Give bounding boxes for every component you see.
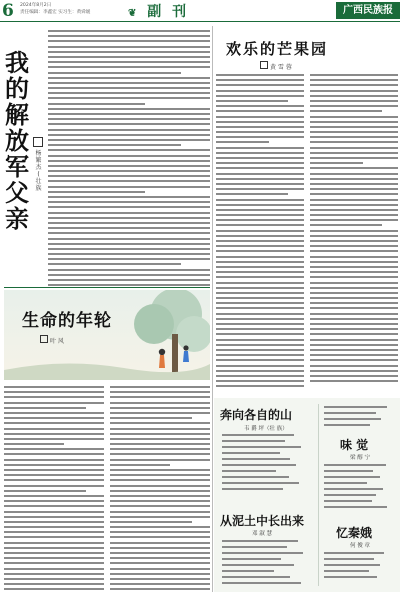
- title-char: 父: [5, 178, 29, 207]
- author-char: 族: [35, 185, 42, 192]
- poem-lines: [324, 464, 394, 508]
- section-title-text: 副 刊: [147, 4, 190, 20]
- army-article-body: [48, 30, 210, 286]
- author-mark: [260, 61, 268, 69]
- author-char: 繁: [35, 157, 42, 164]
- army-article-author: [34, 150, 43, 192]
- body-text-lines: [48, 30, 210, 286]
- author-char: 杨: [35, 150, 42, 157]
- poem-title: 奔向各自的山: [220, 408, 293, 422]
- paper-name: 广西民族报: [336, 2, 400, 19]
- body-column: [310, 74, 398, 387]
- title-char: 解: [5, 100, 29, 129]
- wheel-article-author: 叶 风: [50, 338, 64, 345]
- page-number: 6: [2, 1, 14, 21]
- issue-date: 2024年8月2日: [20, 3, 52, 8]
- author-mark: [40, 335, 48, 343]
- section-divider: [4, 287, 210, 288]
- poem-lines: [222, 540, 312, 584]
- title-char: 军: [5, 152, 29, 181]
- issue-info: [20, 2, 90, 16]
- poem-title: 味 觉: [340, 438, 369, 452]
- section-ornament: ❦: [128, 8, 140, 19]
- title-char: 亲: [5, 204, 29, 233]
- title-char: 的: [5, 74, 29, 103]
- issue-editors: 责任编辑：李鑫宏 实习生：黄舜媛: [20, 10, 91, 15]
- author-mark: [33, 137, 43, 147]
- poem-lines: [324, 406, 394, 426]
- mango-article-author: 黄 雪 蓉: [270, 64, 292, 71]
- poetry-section: [214, 398, 400, 592]
- mango-article-body: [216, 74, 398, 392]
- tree-illustration: [4, 290, 210, 380]
- author-char: 壮: [35, 178, 42, 185]
- poem-author: 梁 醇 宁: [350, 455, 370, 461]
- body-column: [4, 386, 104, 590]
- wheel-article-title: 生命的年轮: [22, 311, 112, 331]
- column-divider: [212, 26, 213, 592]
- poem-lines: [324, 552, 394, 578]
- poem-lines: [222, 434, 312, 490]
- title-char: 放: [5, 126, 29, 155]
- author-char: (: [37, 171, 40, 178]
- poem-title: 从泥土中长出来: [220, 514, 305, 528]
- poem-title: 忆秦娥: [336, 526, 373, 540]
- title-char: 我: [5, 48, 29, 77]
- page-header: [0, 0, 400, 22]
- section-title: [128, 1, 189, 21]
- poem-author: 邓 淑 慧: [252, 531, 272, 537]
- mango-article-title: 欢乐的芒果园: [226, 40, 329, 58]
- army-article-title: [4, 50, 30, 232]
- author-char: 杰: [35, 164, 42, 171]
- poem-author: 韦 爵 坪（壮 族）: [244, 426, 288, 432]
- poem-divider: [318, 404, 319, 586]
- wheel-article-body: [4, 386, 210, 590]
- body-column: [216, 74, 304, 387]
- body-column: [110, 386, 210, 590]
- poem-author: 何 俊 章: [350, 543, 370, 549]
- wheel-article-illustration: [4, 290, 210, 380]
